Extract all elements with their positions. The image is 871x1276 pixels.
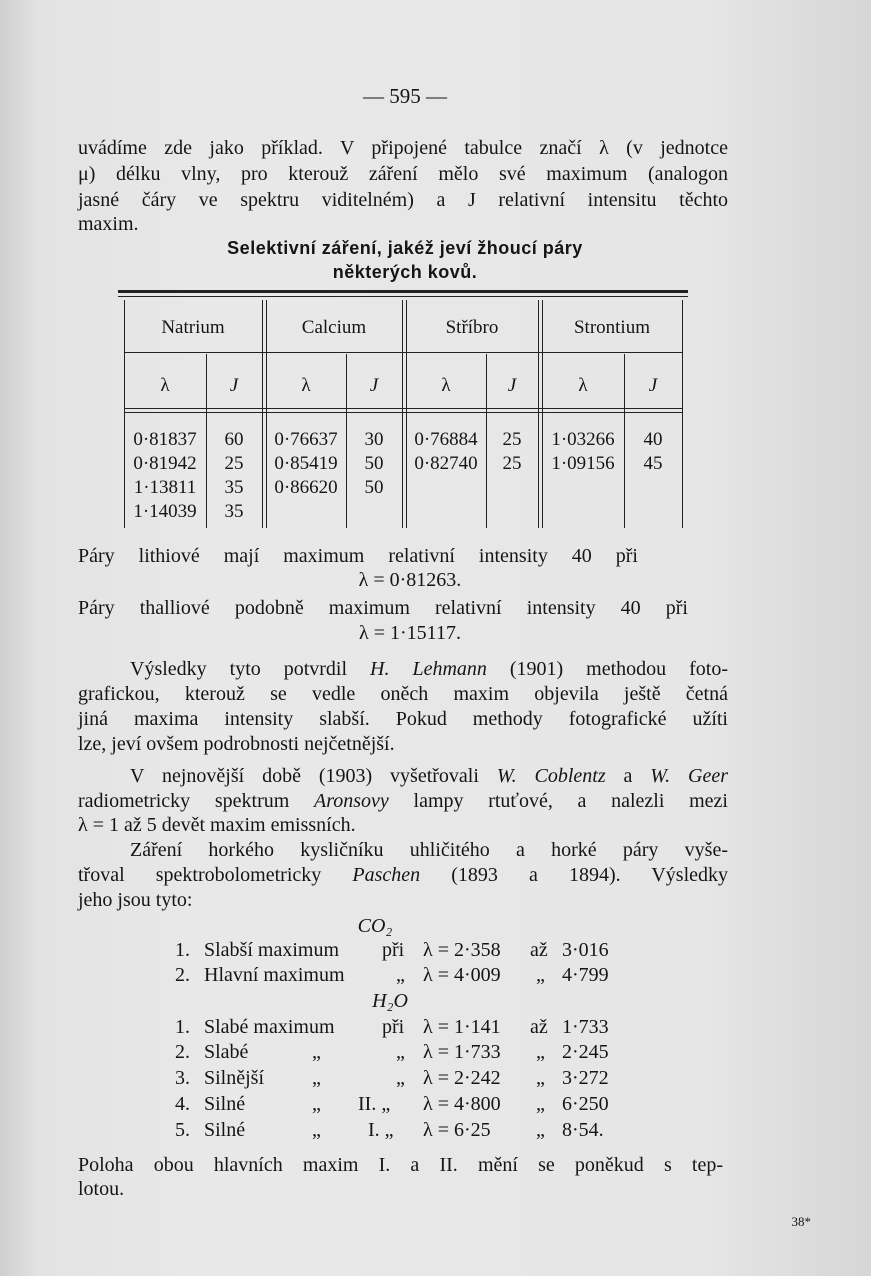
- natrium-lambda-4: 1·14039: [133, 501, 197, 522]
- calcium-lambda-3: 0·86620: [274, 477, 338, 498]
- h2o-label: [350, 989, 430, 1013]
- h2o-row-2-roman: „: [396, 1041, 405, 1063]
- intro-line-4: maxim.: [78, 213, 139, 235]
- co2-row-2-n: 2.: [175, 964, 190, 986]
- sub-header-j-strontium: [624, 374, 682, 398]
- h2o-row-1-desc: Slabé maximum: [204, 1016, 335, 1038]
- lehmann-line-1: [130, 657, 728, 681]
- paschen-line-1: Záření horkého kysličníku uhličitého a horké páry vyše-: [130, 839, 728, 861]
- h2o-row-2-end: 2·245: [562, 1041, 609, 1063]
- stribro-lambda-2: 0·82740: [414, 453, 478, 474]
- natrium-j-4: 35: [224, 501, 244, 522]
- calcium-lambda-1: 0·76637: [274, 429, 338, 450]
- co2-row-2-end: 4·799: [562, 964, 609, 986]
- page-number: — 595 —: [363, 84, 447, 108]
- sub-header-j-stribro: [486, 374, 538, 398]
- lehmann-line-1-post: (1901) methodou foto-: [486, 658, 729, 680]
- h2o-row-3-lam: λ = 2·242: [423, 1067, 501, 1089]
- coblentz-name: W. Coblentz: [496, 765, 606, 787]
- sub-header-lambda-stribro: λ: [441, 375, 451, 396]
- lehmann-line-2: grafickou, kterouž se vedle oněch maxim objevila ještě četná: [78, 683, 728, 705]
- h2o-row-5-desc: Silné: [204, 1119, 246, 1141]
- h2o-row-4-end: 6·250: [562, 1093, 609, 1115]
- h2o-row-1-conj: až: [530, 1016, 548, 1038]
- coblentz-line-1-mid: a: [605, 765, 651, 787]
- sub-header-j-calcium-text: J: [369, 375, 379, 396]
- co2-row-1-end: 3·016: [562, 939, 609, 961]
- co2-label: [330, 914, 420, 938]
- natrium-j-2: 25: [224, 453, 244, 474]
- h2o-label-text: H₂O: [372, 990, 408, 1012]
- co2-label-text: CO₂: [357, 915, 393, 937]
- paschen-line-2-post: (1893 a 1894). Výsledky: [420, 864, 728, 886]
- h2o-row-3-n: 3.: [175, 1067, 190, 1089]
- h2o-row-1-n: 1.: [175, 1016, 190, 1038]
- intro-line-2: μ) délku vlny, pro kterouž záření mělo své maximum (analogon: [78, 163, 728, 185]
- calcium-lambda-2: 0·85419: [274, 453, 338, 474]
- natrium-j-1: 60: [224, 429, 244, 450]
- coblentz-line-3: λ = 1 až 5 devět maxim emissních.: [78, 814, 356, 836]
- sub-header-j-calcium: [346, 374, 402, 398]
- stribro-lambda-1: 0·76884: [414, 429, 478, 450]
- geer-name: W. Geer: [650, 765, 728, 787]
- h2o-row-5-mid: „: [312, 1119, 321, 1141]
- h2o-row-4-conj: „: [536, 1093, 545, 1115]
- h2o-row-5-n: 5.: [175, 1119, 190, 1141]
- lehmann-line-3: jiná maxima intensity slabší. Pokud methody fotografické užíti: [78, 708, 728, 730]
- co2-row-2-desc: Hlavní maximum: [204, 964, 345, 986]
- strontium-lambda-1: 1·03266: [551, 429, 615, 450]
- aronsovy-name: Aronsovy: [314, 790, 389, 812]
- strontium-j-2: 45: [643, 453, 663, 474]
- lehmann-line-1-pre: Výsledky tyto potvrdil: [130, 658, 371, 680]
- lehmann-line-4: lze, jeví ovšem podrobnosti nejčetnější.: [78, 733, 395, 755]
- h2o-row-3-conj: „: [536, 1067, 545, 1089]
- h2o-row-2-mid: „: [312, 1041, 321, 1063]
- h2o-row-5-end: 8·54.: [562, 1119, 604, 1141]
- co2-row-1-lam: λ = 2·358: [423, 939, 501, 961]
- coblentz-line-1: [130, 764, 728, 788]
- signature-mark: 38*: [791, 1214, 811, 1229]
- natrium-j-3: 35: [224, 477, 244, 498]
- intro-line-1: uvádíme zde jako příklad. V připojené tabulce značí λ (v jednotce: [78, 137, 728, 159]
- thallium-line: Páry thalliové podobně maximum relativní intensity 40 při: [78, 597, 688, 619]
- h2o-row-2-conj: „: [536, 1041, 545, 1063]
- sub-header-lambda-strontium: λ: [578, 375, 588, 396]
- coblentz-line-2-pre: radiometricky spektrum: [78, 790, 315, 812]
- h2o-row-5-lam: λ = 6·25: [423, 1119, 491, 1141]
- intro-line-3: jasné čáry ve spektru viditelném) a J relativní intensitu těchto: [78, 189, 728, 211]
- co2-row-1-n: 1.: [175, 939, 190, 961]
- strontium-lambda-2: 1·09156: [551, 453, 615, 474]
- closing-line-2: lotou.: [78, 1178, 125, 1200]
- co2-row-2-conj: „: [536, 964, 545, 986]
- group-header-natrium: Natrium: [161, 317, 225, 338]
- h2o-row-3-end: 3·272: [562, 1067, 609, 1089]
- h2o-row-1-mid: při: [382, 1016, 405, 1038]
- thallium-value: λ = 1·15117.: [359, 622, 461, 644]
- h2o-row-4-desc: Silné: [204, 1093, 246, 1115]
- natrium-lambda-3: 1·13811: [133, 477, 197, 498]
- natrium-lambda-2: 0·81942: [133, 453, 197, 474]
- sub-header-j-natrium-text: J: [229, 375, 239, 396]
- co2-row-1-mid: při: [382, 939, 405, 961]
- table-title-line-2: některých kovů.: [332, 262, 478, 282]
- spectral-table: [118, 290, 688, 530]
- coblentz-line-2: [78, 789, 728, 813]
- sub-header-lambda-natrium: λ: [160, 375, 170, 396]
- paschen-line-2: [78, 863, 728, 887]
- h2o-row-2-lam: λ = 1·733: [423, 1041, 501, 1063]
- h2o-row-2-desc: Slabé: [204, 1041, 249, 1063]
- natrium-lambda-1: 0·81837: [133, 429, 197, 450]
- sub-header-j-strontium-text: J: [648, 375, 658, 396]
- lithium-line: Páry lithiové mají maximum relativní intensity 40 při: [78, 545, 638, 567]
- h2o-row-3-desc: Silnější: [204, 1067, 265, 1089]
- h2o-row-1-end: 1·733: [562, 1016, 609, 1038]
- h2o-row-1-lam: λ = 1·141: [423, 1016, 501, 1038]
- lehmann-name: H. Lehmann: [370, 658, 487, 680]
- co2-row-2-mid: „: [396, 964, 405, 986]
- group-header-strontium: Strontium: [573, 317, 650, 338]
- coblentz-line-1-pre: V nejnovější době (1903) vyšetřovali: [130, 765, 497, 787]
- co2-row-2-lam: λ = 4·009: [423, 964, 501, 986]
- h2o-row-5-conj: „: [536, 1119, 545, 1141]
- closing-line-1: Poloha obou hlavních maxim I. a II. mění se poněkud s tep-: [78, 1154, 723, 1176]
- co2-row-1-conj: až: [530, 939, 548, 961]
- co2-row-1-desc: Slabší maximum: [204, 939, 339, 961]
- h2o-row-3-mid: „: [312, 1067, 321, 1089]
- stribro-j-2: 25: [502, 453, 522, 474]
- calcium-j-2: 50: [364, 453, 384, 474]
- h2o-row-4-lam: λ = 4·800: [423, 1093, 501, 1115]
- table-title-line-1: Selektivní záření, jakéž jeví žhoucí páry: [227, 238, 583, 258]
- coblentz-line-2-post: lampy rtuťové, a nalezli mezi: [388, 790, 728, 812]
- h2o-row-3-roman: „: [396, 1067, 405, 1089]
- h2o-row-4-roman: II. „: [358, 1093, 391, 1115]
- paschen-line-3: jeho jsou tyto:: [78, 889, 193, 911]
- stribro-j-1: 25: [502, 429, 522, 450]
- lithium-value: λ = 0·81263.: [358, 569, 462, 591]
- strontium-j-1: 40: [643, 429, 663, 450]
- calcium-j-1: 30: [364, 429, 384, 450]
- sub-header-lambda-calcium: λ: [301, 375, 311, 396]
- sub-header-j-stribro-text: J: [507, 375, 517, 396]
- h2o-row-4-n: 4.: [175, 1093, 190, 1115]
- h2o-row-4-mid: „: [312, 1093, 321, 1115]
- calcium-j-3: 50: [364, 477, 384, 498]
- h2o-row-2-n: 2.: [175, 1041, 190, 1063]
- paschen-name: Paschen: [352, 864, 421, 886]
- sub-header-j-natrium: [206, 374, 262, 398]
- h2o-row-5-roman: I. „: [368, 1119, 394, 1141]
- group-header-calcium: Calcium: [301, 317, 367, 338]
- paschen-line-2-pre: třoval spektrobolometricky: [78, 864, 353, 886]
- group-header-stribro: Stříbro: [445, 317, 499, 338]
